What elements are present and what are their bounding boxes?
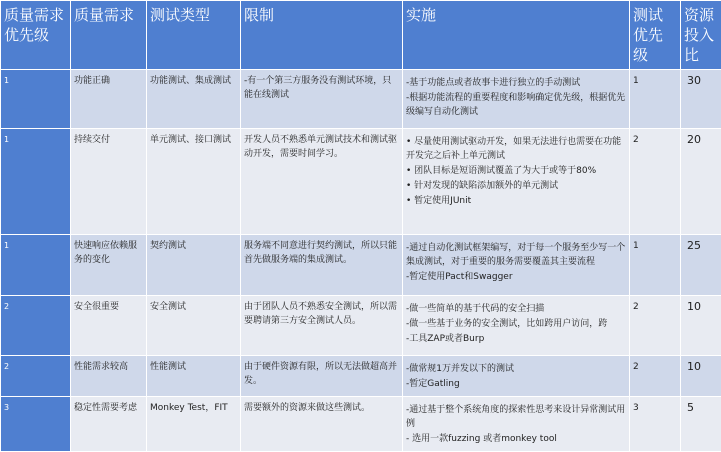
implementation-line: -暂定使用Pact和Swagger	[406, 270, 626, 284]
limit-cell: 服务端不同意进行契约测试，所以只能首先做服务端的集成测试。	[241, 235, 403, 296]
ratio-cell: 20	[681, 129, 721, 235]
header-resource-ratio: 资源投入比	[681, 1, 721, 70]
implementation-line: -根据功能流程的重要程度和影响确定优先级，根据优先级编写自动化测试	[406, 91, 626, 119]
requirement-cell: 功能正确	[71, 70, 147, 129]
implementation-line: - 选用一款fuzzing 或者monkey tool	[406, 432, 626, 446]
requirement-cell: 性能需求较高	[71, 356, 147, 397]
test-priority-cell: 2	[630, 129, 681, 235]
test-priority-cell: 1	[630, 235, 681, 296]
implementation-line: • 尽量使用测试驱动开发，如果无法进行也需要在功能开发完之后补上单元测试	[406, 135, 626, 163]
table-row	[1, 356, 721, 397]
priority-cell: 1	[1, 70, 71, 129]
header-quality-requirement: 质量需求	[71, 1, 147, 70]
ratio-cell: 5	[681, 397, 721, 452]
implementation-line: -做常规1万并发以下的测试	[406, 362, 626, 376]
implementation-line: -通过自动化测试框架编写，对于每一个服务至少写一个集成测试，对于重要的服务需要覆盖其主要流程	[406, 241, 626, 269]
priority-cell: 2	[1, 356, 71, 397]
header-row	[1, 1, 721, 70]
test-type-cell: 性能测试	[147, 356, 241, 397]
implementation-line: -通过基于整个系统角度的探索性思考来设计异常测试用例	[406, 403, 626, 431]
test-priority-cell: 1	[630, 70, 681, 129]
table-row	[1, 235, 721, 296]
ratio-cell: 10	[681, 296, 721, 356]
test-priority-cell: 2	[630, 296, 681, 356]
requirement-cell: 快速响应依赖服务的变化	[71, 235, 147, 296]
priority-cell: 2	[1, 296, 71, 356]
ratio-cell: 25	[681, 235, 721, 296]
implementation-cell	[403, 129, 630, 235]
ratio-cell: 10	[681, 356, 721, 397]
implementation-line: -做一些基于业务的安全测试，比如跨用户访问，跨	[406, 317, 626, 331]
implementation-cell	[403, 397, 630, 452]
test-priority-cell: 3	[630, 397, 681, 452]
priority-cell: 1	[1, 235, 71, 296]
limit-cell: 由于团队人员不熟悉安全测试，所以需要聘请第三方安全测试人员。	[241, 296, 403, 356]
header-test-type: 测试类型	[147, 1, 241, 70]
implementation-line: -工具ZAP或者Burp	[406, 332, 626, 346]
implementation-cell	[403, 296, 630, 356]
limit-cell: 开发人员不熟悉单元测试技术和测试驱动开发，需要时间学习。	[241, 129, 403, 235]
header-limit: 限制	[241, 1, 403, 70]
header-quality-priority: 质量需求优先级	[1, 1, 71, 70]
header-implementation: 实施	[403, 1, 630, 70]
table-row	[1, 129, 721, 235]
limit-cell: 需要额外的资源来做这些测试。	[241, 397, 403, 452]
limit-cell: 由于硬件资源有限，所以无法做超高并发。	[241, 356, 403, 397]
limit-cell: -有一个第三方服务没有测试环境，只能在线测试	[241, 70, 403, 129]
test-type-cell: Monkey Test，FIT	[147, 397, 241, 452]
table-row	[1, 296, 721, 356]
priority-cell: 3	[1, 397, 71, 452]
header-test-priority: 测试优先级	[630, 1, 681, 70]
implementation-line: • 暂定使用JUnit	[406, 194, 626, 208]
implementation-line: • 团队目标是短语测试覆盖了为大于或等于80%	[406, 164, 626, 178]
table-row	[1, 397, 721, 452]
implementation-cell	[403, 235, 630, 296]
implementation-cell	[403, 356, 630, 397]
priority-cell: 1	[1, 129, 71, 235]
table-row	[1, 70, 721, 129]
implementation-line: -基于功能点或者故事卡进行独立的手动测试	[406, 76, 626, 90]
implementation-line: -暂定Gatling	[406, 377, 626, 391]
implementation-line: -做一些简单的基于代码的安全扫描	[406, 302, 626, 316]
requirement-cell: 稳定性需要考虑	[71, 397, 147, 452]
test-type-cell: 功能测试、集成测试	[147, 70, 241, 129]
implementation-cell	[403, 70, 630, 129]
test-type-cell: 安全测试	[147, 296, 241, 356]
requirement-cell: 安全很重要	[71, 296, 147, 356]
test-priority-cell: 2	[630, 356, 681, 397]
test-type-cell: 单元测试、接口测试	[147, 129, 241, 235]
implementation-line: • 针对发现的缺陷添加额外的单元测试	[406, 179, 626, 193]
test-type-cell: 契约测试	[147, 235, 241, 296]
requirement-cell: 持续交付	[71, 129, 147, 235]
ratio-cell: 30	[681, 70, 721, 129]
